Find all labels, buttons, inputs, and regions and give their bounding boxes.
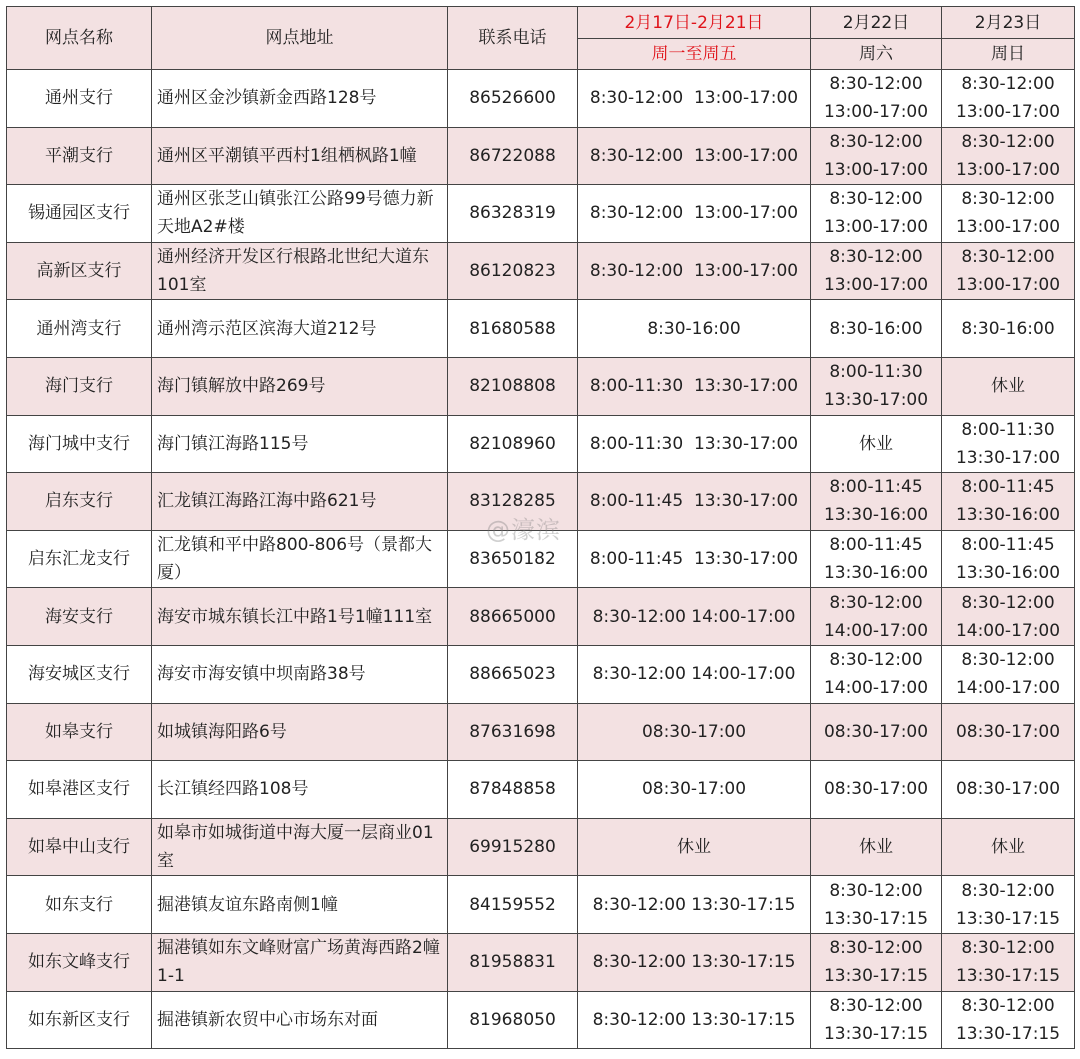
branch-name: 海门支行: [7, 357, 152, 415]
saturday-hours: [811, 703, 942, 761]
sat-hours-line: 14:00-17:00: [823, 620, 929, 641]
sat-hours-line: 8:30-12:00: [829, 74, 923, 95]
weekday-hours: 8:00-11:30 13:30-17:00: [578, 357, 811, 415]
weekday-hours: 8:30-12:00 14:00-17:00: [578, 588, 811, 646]
weekday-hours: 8:30-12:00 13:00-17:00: [578, 185, 811, 243]
weekday-hours: 8:30-12:00 14:00-17:00: [578, 645, 811, 703]
branch-address: 通州区张芝山镇张江公路99号德力新天地A2#楼: [152, 185, 448, 243]
sun-hours-line: 8:30-12:00: [961, 650, 1055, 671]
branch-name: 通州支行: [7, 70, 152, 128]
sat-hours-line: 8:30-12:00: [829, 189, 923, 210]
header-sat-label: 周六: [811, 39, 942, 70]
sun-hours-line: 8:30-16:00: [961, 318, 1055, 339]
sat-hours-line: 13:00-17:00: [823, 217, 929, 238]
branch-name: 如皋中山支行: [7, 818, 152, 876]
sun-hours-line: 8:00-11:45: [961, 535, 1055, 556]
saturday-hours: [811, 530, 942, 588]
sat-hours-line: 8:30-12:00: [829, 131, 923, 152]
saturday-hours: [811, 357, 942, 415]
branch-name: 如东支行: [7, 876, 152, 934]
branch-phone: 88665000: [448, 588, 578, 646]
sat-hours-line: 8:30-16:00: [829, 318, 923, 339]
branch-name: 平潮支行: [7, 127, 152, 185]
branch-address: 通州区平潮镇平西村1组栖枫路1幢: [152, 127, 448, 185]
sun-hours-line: 13:30-16:00: [955, 563, 1061, 584]
sat-hours-line: 8:00-11:30: [829, 362, 923, 383]
sat-hours-line: 8:30-12:00: [829, 995, 923, 1016]
saturday-hours: [811, 761, 942, 819]
branch-address: 如皋市如城街道中海大厦一层商业01室: [152, 818, 448, 876]
table-row: [7, 761, 1075, 819]
saturday-hours: [811, 473, 942, 531]
sat-hours-line: 13:30-17:00: [823, 390, 929, 411]
sunday-hours: [942, 530, 1075, 588]
sat-hours-line: 8:30-12:00: [829, 880, 923, 901]
sat-hours-line: 14:00-17:00: [823, 678, 929, 699]
branch-name: 如皋支行: [7, 703, 152, 761]
branch-name: 启东支行: [7, 473, 152, 531]
sunday-hours: [942, 127, 1075, 185]
weekday-hours: 8:00-11:30 13:30-17:00: [578, 415, 811, 473]
sun-hours-line: 8:30-12:00: [961, 189, 1055, 210]
table-row: [7, 818, 1075, 876]
sun-hours-line: 8:00-11:30: [961, 419, 1055, 440]
table-row: [7, 242, 1075, 300]
sun-hours-line: 13:30-17:15: [955, 1023, 1061, 1044]
sunday-hours: [942, 415, 1075, 473]
sunday-hours: [942, 645, 1075, 703]
sun-hours-line: 休业: [991, 376, 1025, 397]
branch-address: 海安市城东镇长江中路1号1幢111室: [152, 588, 448, 646]
branch-address: 海门镇解放中路269号: [152, 357, 448, 415]
sun-hours-line: 13:30-17:00: [955, 447, 1061, 468]
sunday-hours: [942, 70, 1075, 128]
branch-name: 如东文峰支行: [7, 933, 152, 991]
sat-hours-line: 8:00-11:45: [829, 477, 923, 498]
weekday-hours: 8:30-12:00 13:30-17:15: [578, 991, 811, 1049]
sun-hours-line: 8:30-12:00: [961, 880, 1055, 901]
sun-hours-line: 13:00-17:00: [955, 102, 1061, 123]
branch-phone: 69915280: [448, 818, 578, 876]
sat-hours-line: 13:30-17:15: [823, 908, 929, 929]
sat-hours-line: 13:00-17:00: [823, 275, 929, 296]
sun-hours-line: 13:00-17:00: [955, 159, 1061, 180]
header-sun-label: 周日: [942, 39, 1075, 70]
branch-address: 通州经济开发区行根路北世纪大道东101室: [152, 242, 448, 300]
sun-hours-line: 8:30-12:00: [961, 131, 1055, 152]
header-phone: 联系电话: [448, 7, 578, 70]
branch-address: 掘港镇友谊东路南侧1幢: [152, 876, 448, 934]
saturday-hours: [811, 242, 942, 300]
table-row: [7, 876, 1075, 934]
sun-hours-line: 14:00-17:00: [955, 678, 1061, 699]
sun-hours-line: 8:00-11:45: [961, 477, 1055, 498]
branch-phone: 86328319: [448, 185, 578, 243]
saturday-hours: [811, 991, 942, 1049]
table-row: [7, 473, 1075, 531]
branch-address: 海门镇江海路115号: [152, 415, 448, 473]
table-row: [7, 357, 1075, 415]
branch-phone: 87631698: [448, 703, 578, 761]
table-row: [7, 185, 1075, 243]
weekday-hours: 8:30-12:00 13:30-17:15: [578, 933, 811, 991]
branch-address: 汇龙镇和平中路800-806号（景都大厦）: [152, 530, 448, 588]
branch-phone: 86526600: [448, 70, 578, 128]
branch-phone: 88665023: [448, 645, 578, 703]
sat-hours-line: 8:30-12:00: [829, 247, 923, 268]
sunday-hours: [942, 588, 1075, 646]
sunday-hours: [942, 933, 1075, 991]
sun-hours-line: 休业: [991, 837, 1025, 858]
header-weekday-dates: 2月17日-2月21日: [578, 7, 811, 39]
sunday-hours: [942, 473, 1075, 531]
saturday-hours: [811, 876, 942, 934]
sat-hours-line: 8:30-12:00: [829, 650, 923, 671]
weekday-hours: 8:30-12:00 13:00-17:00: [578, 127, 811, 185]
sat-hours-line: 13:00-17:00: [823, 102, 929, 123]
weekday-hours: 8:00-11:45 13:30-17:00: [578, 473, 811, 531]
weekday-hours: 8:00-11:45 13:30-17:00: [578, 530, 811, 588]
sat-hours-line: 13:30-17:15: [823, 1023, 929, 1044]
header-sun-date: 2月23日: [942, 7, 1075, 39]
sun-hours-line: 8:30-12:00: [961, 592, 1055, 613]
sunday-hours: [942, 818, 1075, 876]
sun-hours-line: 8:30-12:00: [961, 995, 1055, 1016]
sun-hours-line: 8:30-12:00: [961, 74, 1055, 95]
sat-hours-line: 8:30-12:00: [829, 938, 923, 959]
header-row-1: [7, 7, 1075, 39]
sun-hours-line: 08:30-17:00: [955, 721, 1061, 742]
weekday-hours: 8:30-12:00 13:00-17:00: [578, 242, 811, 300]
sat-hours-line: 13:30-16:00: [823, 563, 929, 584]
sat-hours-line: 08:30-17:00: [823, 779, 929, 800]
header-address: 网点地址: [152, 7, 448, 70]
weekday-hours: 8:30-16:00: [578, 300, 811, 358]
saturday-hours: [811, 645, 942, 703]
table-row: [7, 703, 1075, 761]
sunday-hours: [942, 242, 1075, 300]
branch-phone: 83128285: [448, 473, 578, 531]
branch-address: 掘港镇新农贸中心市场东对面: [152, 991, 448, 1049]
branch-phone: 83650182: [448, 530, 578, 588]
sunday-hours: [942, 761, 1075, 819]
watermark: @濠滨: [486, 516, 561, 544]
saturday-hours: [811, 70, 942, 128]
table-row: [7, 933, 1075, 991]
branch-phone: 86722088: [448, 127, 578, 185]
table-row: [7, 991, 1075, 1049]
branch-phone: 81680588: [448, 300, 578, 358]
branch-address: 掘港镇如东文峰财富广场黄海西路2幢1-1: [152, 933, 448, 991]
weekday-hours: 08:30-17:00: [578, 761, 811, 819]
branch-address: 通州湾示范区滨海大道212号: [152, 300, 448, 358]
branch-phone: 81968050: [448, 991, 578, 1049]
weekday-hours: 休业: [578, 818, 811, 876]
branch-address: 长江镇经四路108号: [152, 761, 448, 819]
table-row: [7, 530, 1075, 588]
sun-hours-line: 08:30-17:00: [955, 779, 1061, 800]
branch-name: 启东汇龙支行: [7, 530, 152, 588]
saturday-hours: [811, 185, 942, 243]
sun-hours-line: 8:30-12:00: [961, 938, 1055, 959]
sat-hours-line: 8:00-11:45: [829, 535, 923, 556]
saturday-hours: [811, 300, 942, 358]
branch-phone: 81958831: [448, 933, 578, 991]
branch-name: 海安支行: [7, 588, 152, 646]
saturday-hours: [811, 818, 942, 876]
weekday-hours: 8:30-12:00 13:30-17:15: [578, 876, 811, 934]
saturday-hours: [811, 127, 942, 185]
sun-hours-line: 13:00-17:00: [955, 275, 1061, 296]
branch-name: 如皋港区支行: [7, 761, 152, 819]
sunday-hours: [942, 357, 1075, 415]
sunday-hours: [942, 876, 1075, 934]
sat-hours-line: 13:30-16:00: [823, 505, 929, 526]
sat-hours-line: 08:30-17:00: [823, 721, 929, 742]
branch-name: 海门城中支行: [7, 415, 152, 473]
sunday-hours: [942, 991, 1075, 1049]
sunday-hours: [942, 703, 1075, 761]
branch-name: 锡通园区支行: [7, 185, 152, 243]
weekday-hours: 8:30-12:00 13:00-17:00: [578, 70, 811, 128]
branch-address: 汇龙镇江海路江海中路621号: [152, 473, 448, 531]
table-row: [7, 415, 1075, 473]
branch-phone: 82108960: [448, 415, 578, 473]
weekday-hours: 08:30-17:00: [578, 703, 811, 761]
header-weekday-label: 周一至周五: [578, 39, 811, 70]
branch-phone: 87848858: [448, 761, 578, 819]
branch-address: 如城镇海阳路6号: [152, 703, 448, 761]
sun-hours-line: 14:00-17:00: [955, 620, 1061, 641]
table-row: [7, 645, 1075, 703]
branch-name: 通州湾支行: [7, 300, 152, 358]
sat-hours-line: 8:30-12:00: [829, 592, 923, 613]
sun-hours-line: 13:30-17:15: [955, 908, 1061, 929]
branch-phone: 84159552: [448, 876, 578, 934]
branch-hours-table: [6, 6, 1075, 1049]
branch-address: 通州区金沙镇新金西路128号: [152, 70, 448, 128]
header-sat-date: 2月22日: [811, 7, 942, 39]
sun-hours-line: 13:30-17:15: [955, 966, 1061, 987]
table-row: [7, 127, 1075, 185]
sun-hours-line: 8:30-12:00: [961, 247, 1055, 268]
table-row: [7, 70, 1075, 128]
saturday-hours: [811, 933, 942, 991]
branch-name: 高新区支行: [7, 242, 152, 300]
table-row: [7, 300, 1075, 358]
sun-hours-line: 13:00-17:00: [955, 217, 1061, 238]
branch-name: 如东新区支行: [7, 991, 152, 1049]
sunday-hours: [942, 185, 1075, 243]
sun-hours-line: 13:30-16:00: [955, 505, 1061, 526]
branch-phone: 82108808: [448, 357, 578, 415]
saturday-hours: [811, 588, 942, 646]
branch-phone: 86120823: [448, 242, 578, 300]
branch-name: 海安城区支行: [7, 645, 152, 703]
header-name: 网点名称: [7, 7, 152, 70]
sat-hours-line: 休业: [859, 433, 893, 454]
sat-hours-line: 13:30-17:15: [823, 966, 929, 987]
sat-hours-line: 13:00-17:00: [823, 159, 929, 180]
saturday-hours: [811, 415, 942, 473]
branch-address: 海安市海安镇中坝南路38号: [152, 645, 448, 703]
table-row: [7, 588, 1075, 646]
sat-hours-line: 休业: [859, 837, 893, 858]
sunday-hours: [942, 300, 1075, 358]
